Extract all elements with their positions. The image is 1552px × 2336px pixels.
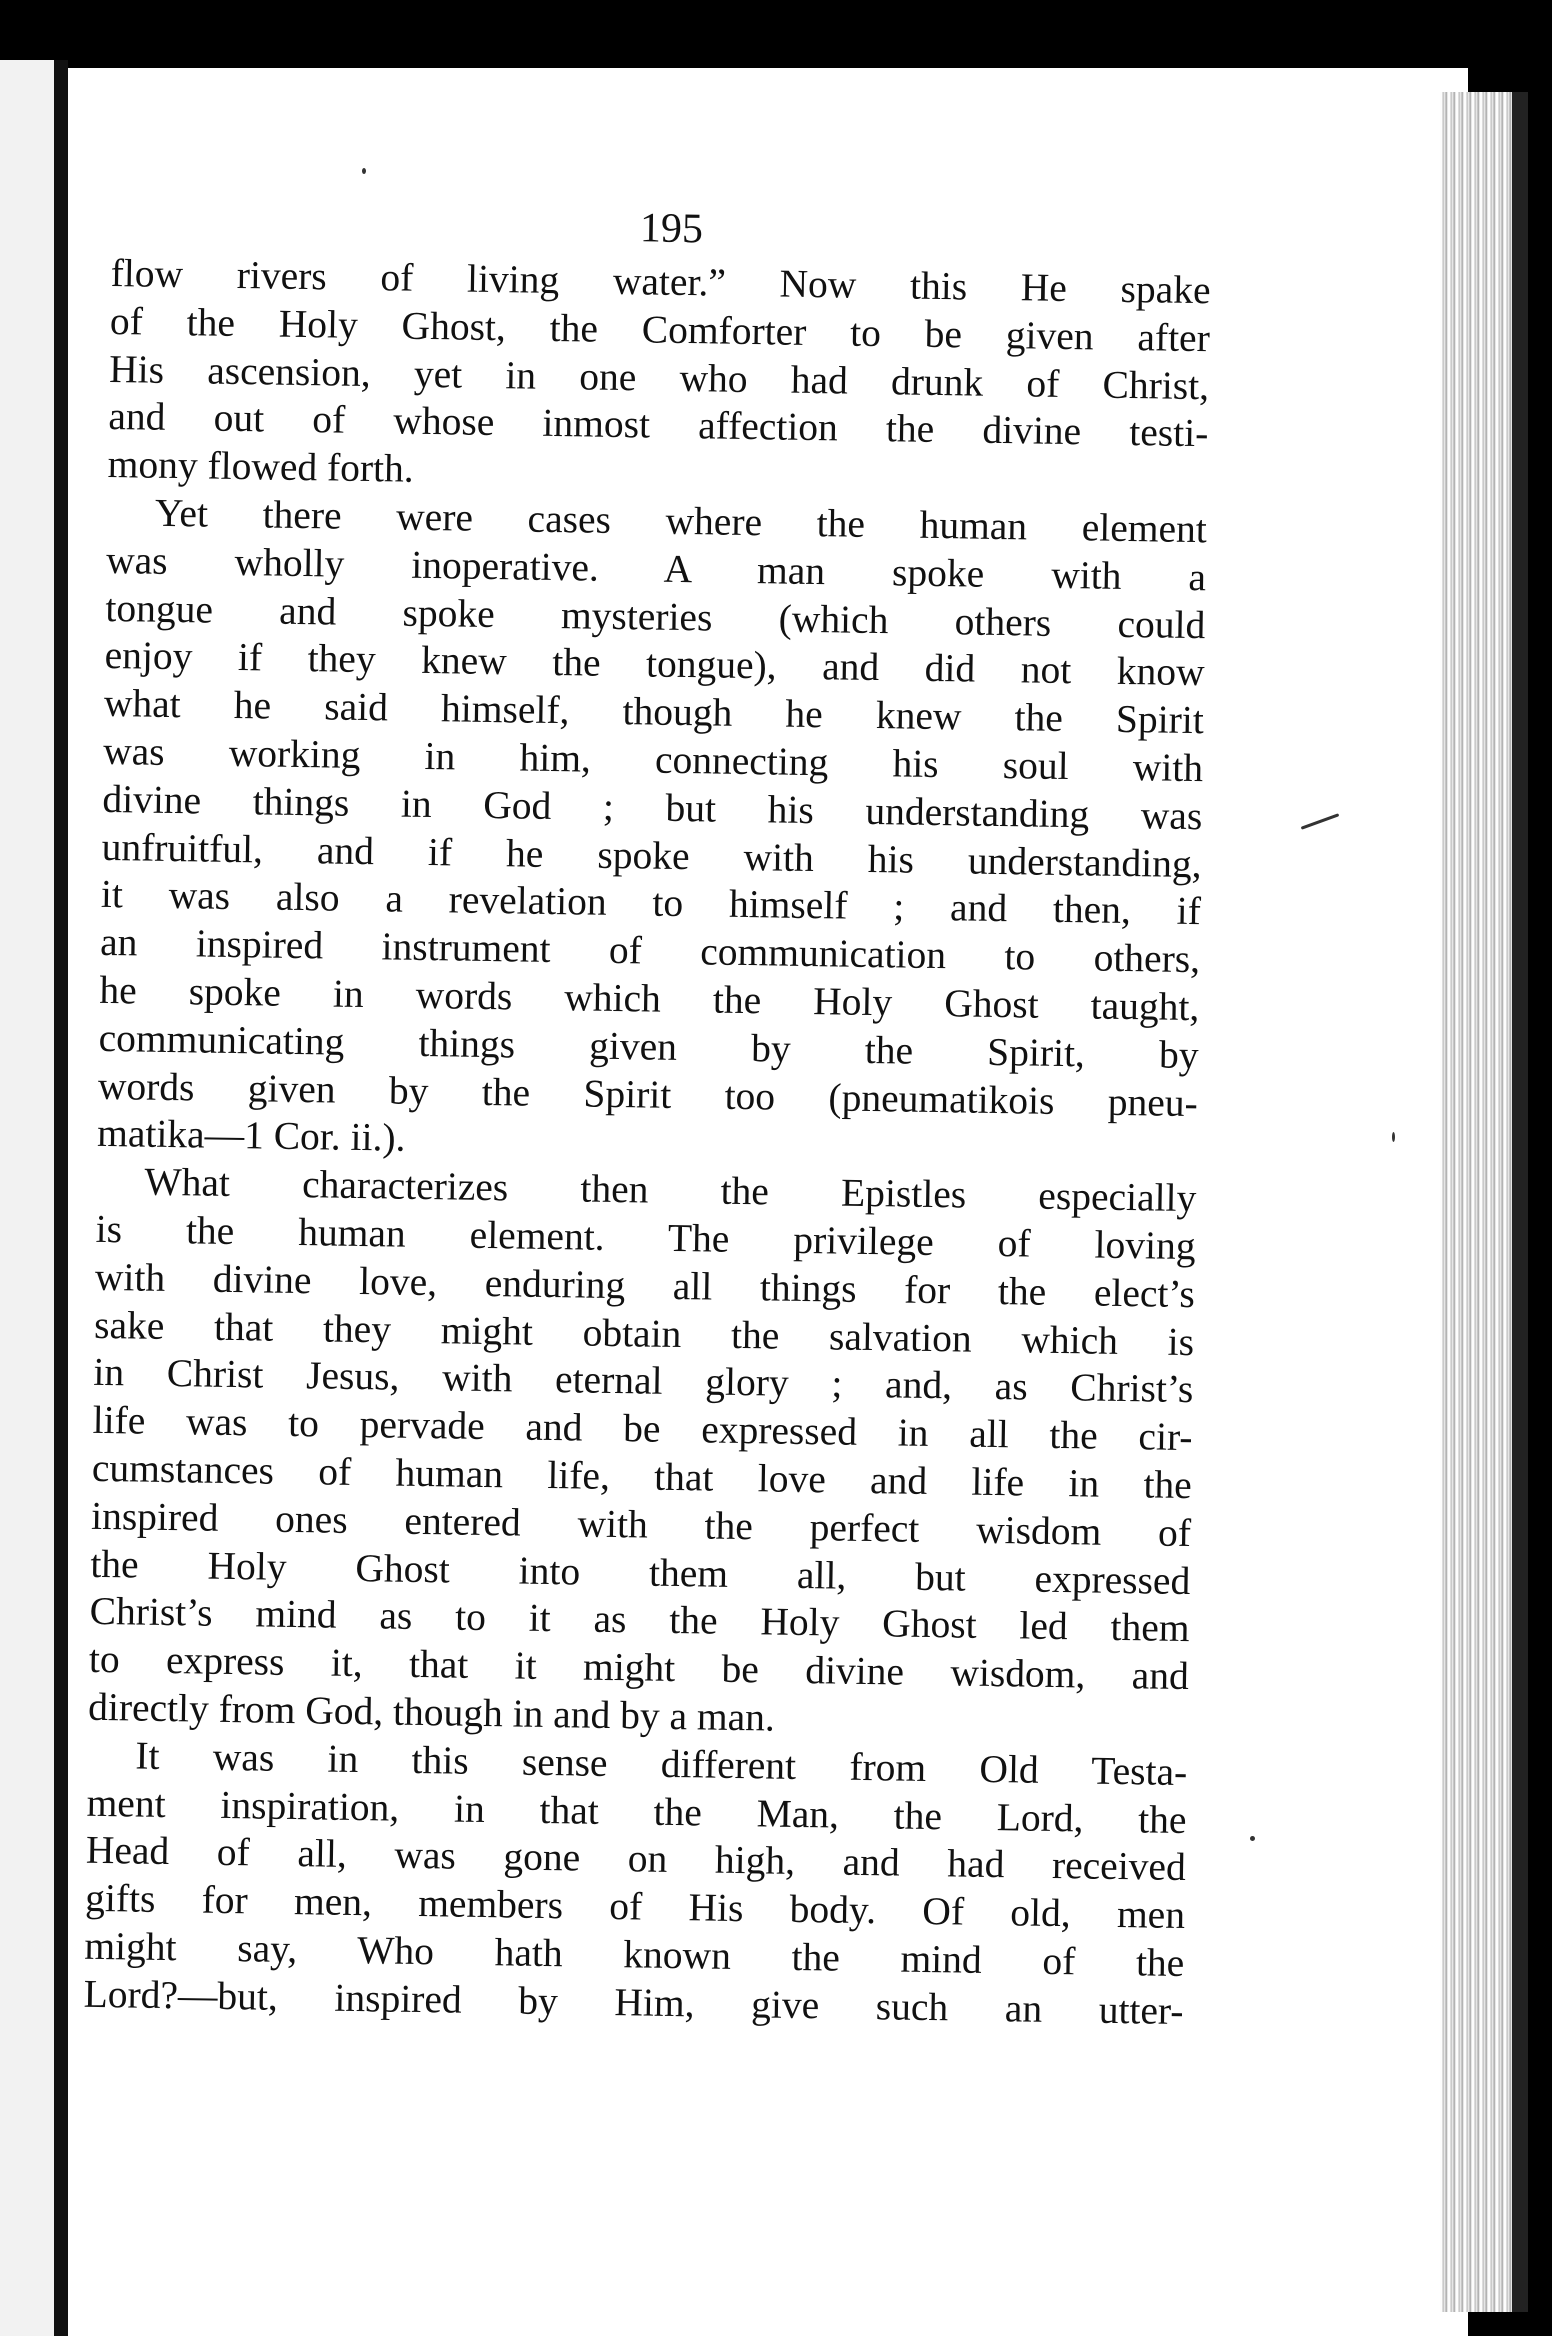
text-line: Head of all, was gone on high, and had received <box>85 1828 1187 1890</box>
text-line: matika—1 Cor. ii.). <box>96 1111 406 1161</box>
text-line: cumstances of human life, that love and life in the <box>91 1445 1193 1508</box>
speck <box>1392 1132 1395 1142</box>
page-edges-shadow <box>1512 92 1528 2312</box>
paragraph <box>97 489 1207 1175</box>
text-line: enjoy if they knew the tongue), and did not know <box>104 633 1205 695</box>
text-line: is the human element. The privilege of loving <box>95 1206 1196 1269</box>
text-line: an inspired instrument of communication to others, <box>99 920 1201 982</box>
left-page-shadow <box>54 60 68 2336</box>
text-line: directly from God, though in and by a man. <box>87 1684 776 1740</box>
paragraph <box>107 250 1211 506</box>
text-line: and out of whose inmost affection the divine testi- <box>108 394 1209 456</box>
text-line: life was to pervade and be expressed in all the cir- <box>92 1397 1193 1460</box>
text-line: communicating things given by the Spirit, by <box>98 1015 1199 1077</box>
text-line: with divine love, enduring all things for the elect’s <box>94 1254 1196 1316</box>
text-line: Lord?—but, inspired by Him, give such an utter- <box>83 1971 1184 2033</box>
text-line: ment inspiration, in that the Man, the Lord, the <box>86 1780 1187 1842</box>
text-line: what he said himself, though he knew the Spirit <box>103 681 1205 743</box>
text-line: words given by the Spirit too (pneumatikois pneu- <box>97 1063 1199 1125</box>
text-line: flow rivers of living water.” Now this He spake <box>110 250 1211 313</box>
page-text <box>83 190 1212 2036</box>
page-edges <box>1440 92 1512 2312</box>
text-line: mony flowed forth. <box>107 442 415 491</box>
speck <box>1250 1836 1255 1841</box>
paragraph <box>88 1158 1197 1749</box>
paragraph <box>83 1732 1187 2036</box>
text-line: to express it, that it might be divine wisdom, and <box>88 1636 1190 1699</box>
text-line: he spoke in words which the Holy Ghost taught, <box>99 967 1200 1030</box>
text-line: sake that they might obtain the salvation which is <box>93 1302 1195 1364</box>
text-line: in Christ Jesus, with eternal glory ; and, as Christ’s <box>93 1350 1194 1412</box>
text-line: It was in this sense different from Old Testa- <box>135 1733 1188 1794</box>
left-page-edge <box>0 60 54 2336</box>
text-line: His ascension, yet in one who had drunk of Christ, <box>108 346 1210 408</box>
text-line: gifts for men, members of His body. Of old, men <box>84 1875 1186 1938</box>
text-line: unfruitful, and if he spoke with his understanding, <box>101 824 1202 886</box>
text-line: of the Holy Ghost, the Comforter to be given after <box>109 298 1211 361</box>
text-line: divine things in God ; but his understanding was <box>102 776 1203 838</box>
page-number: 195 <box>639 205 704 253</box>
text-line: was working in him, connecting his soul with <box>102 728 1204 791</box>
text-line: tongue and spoke mysteries (which others could <box>105 585 1206 647</box>
text-line: the Holy Ghost into them all, but expressed <box>90 1541 1191 1603</box>
speck <box>362 168 366 174</box>
text-line: it was also a revelation to himself ; and then, if <box>100 872 1202 934</box>
text-line: Yet there were cases where the human element <box>154 490 1208 552</box>
text-line: inspired ones entered with the perfect wisdom of <box>90 1493 1192 1555</box>
text-line: Christ’s mind as to it as the Holy Ghost led them <box>89 1589 1190 1651</box>
text-line: was wholly inoperative. A man spoke with a <box>105 537 1207 600</box>
text-line: What characterizes then the Epistles especially <box>144 1159 1197 1221</box>
text-line: might say, Who hath known the mind of the <box>84 1923 1185 1985</box>
